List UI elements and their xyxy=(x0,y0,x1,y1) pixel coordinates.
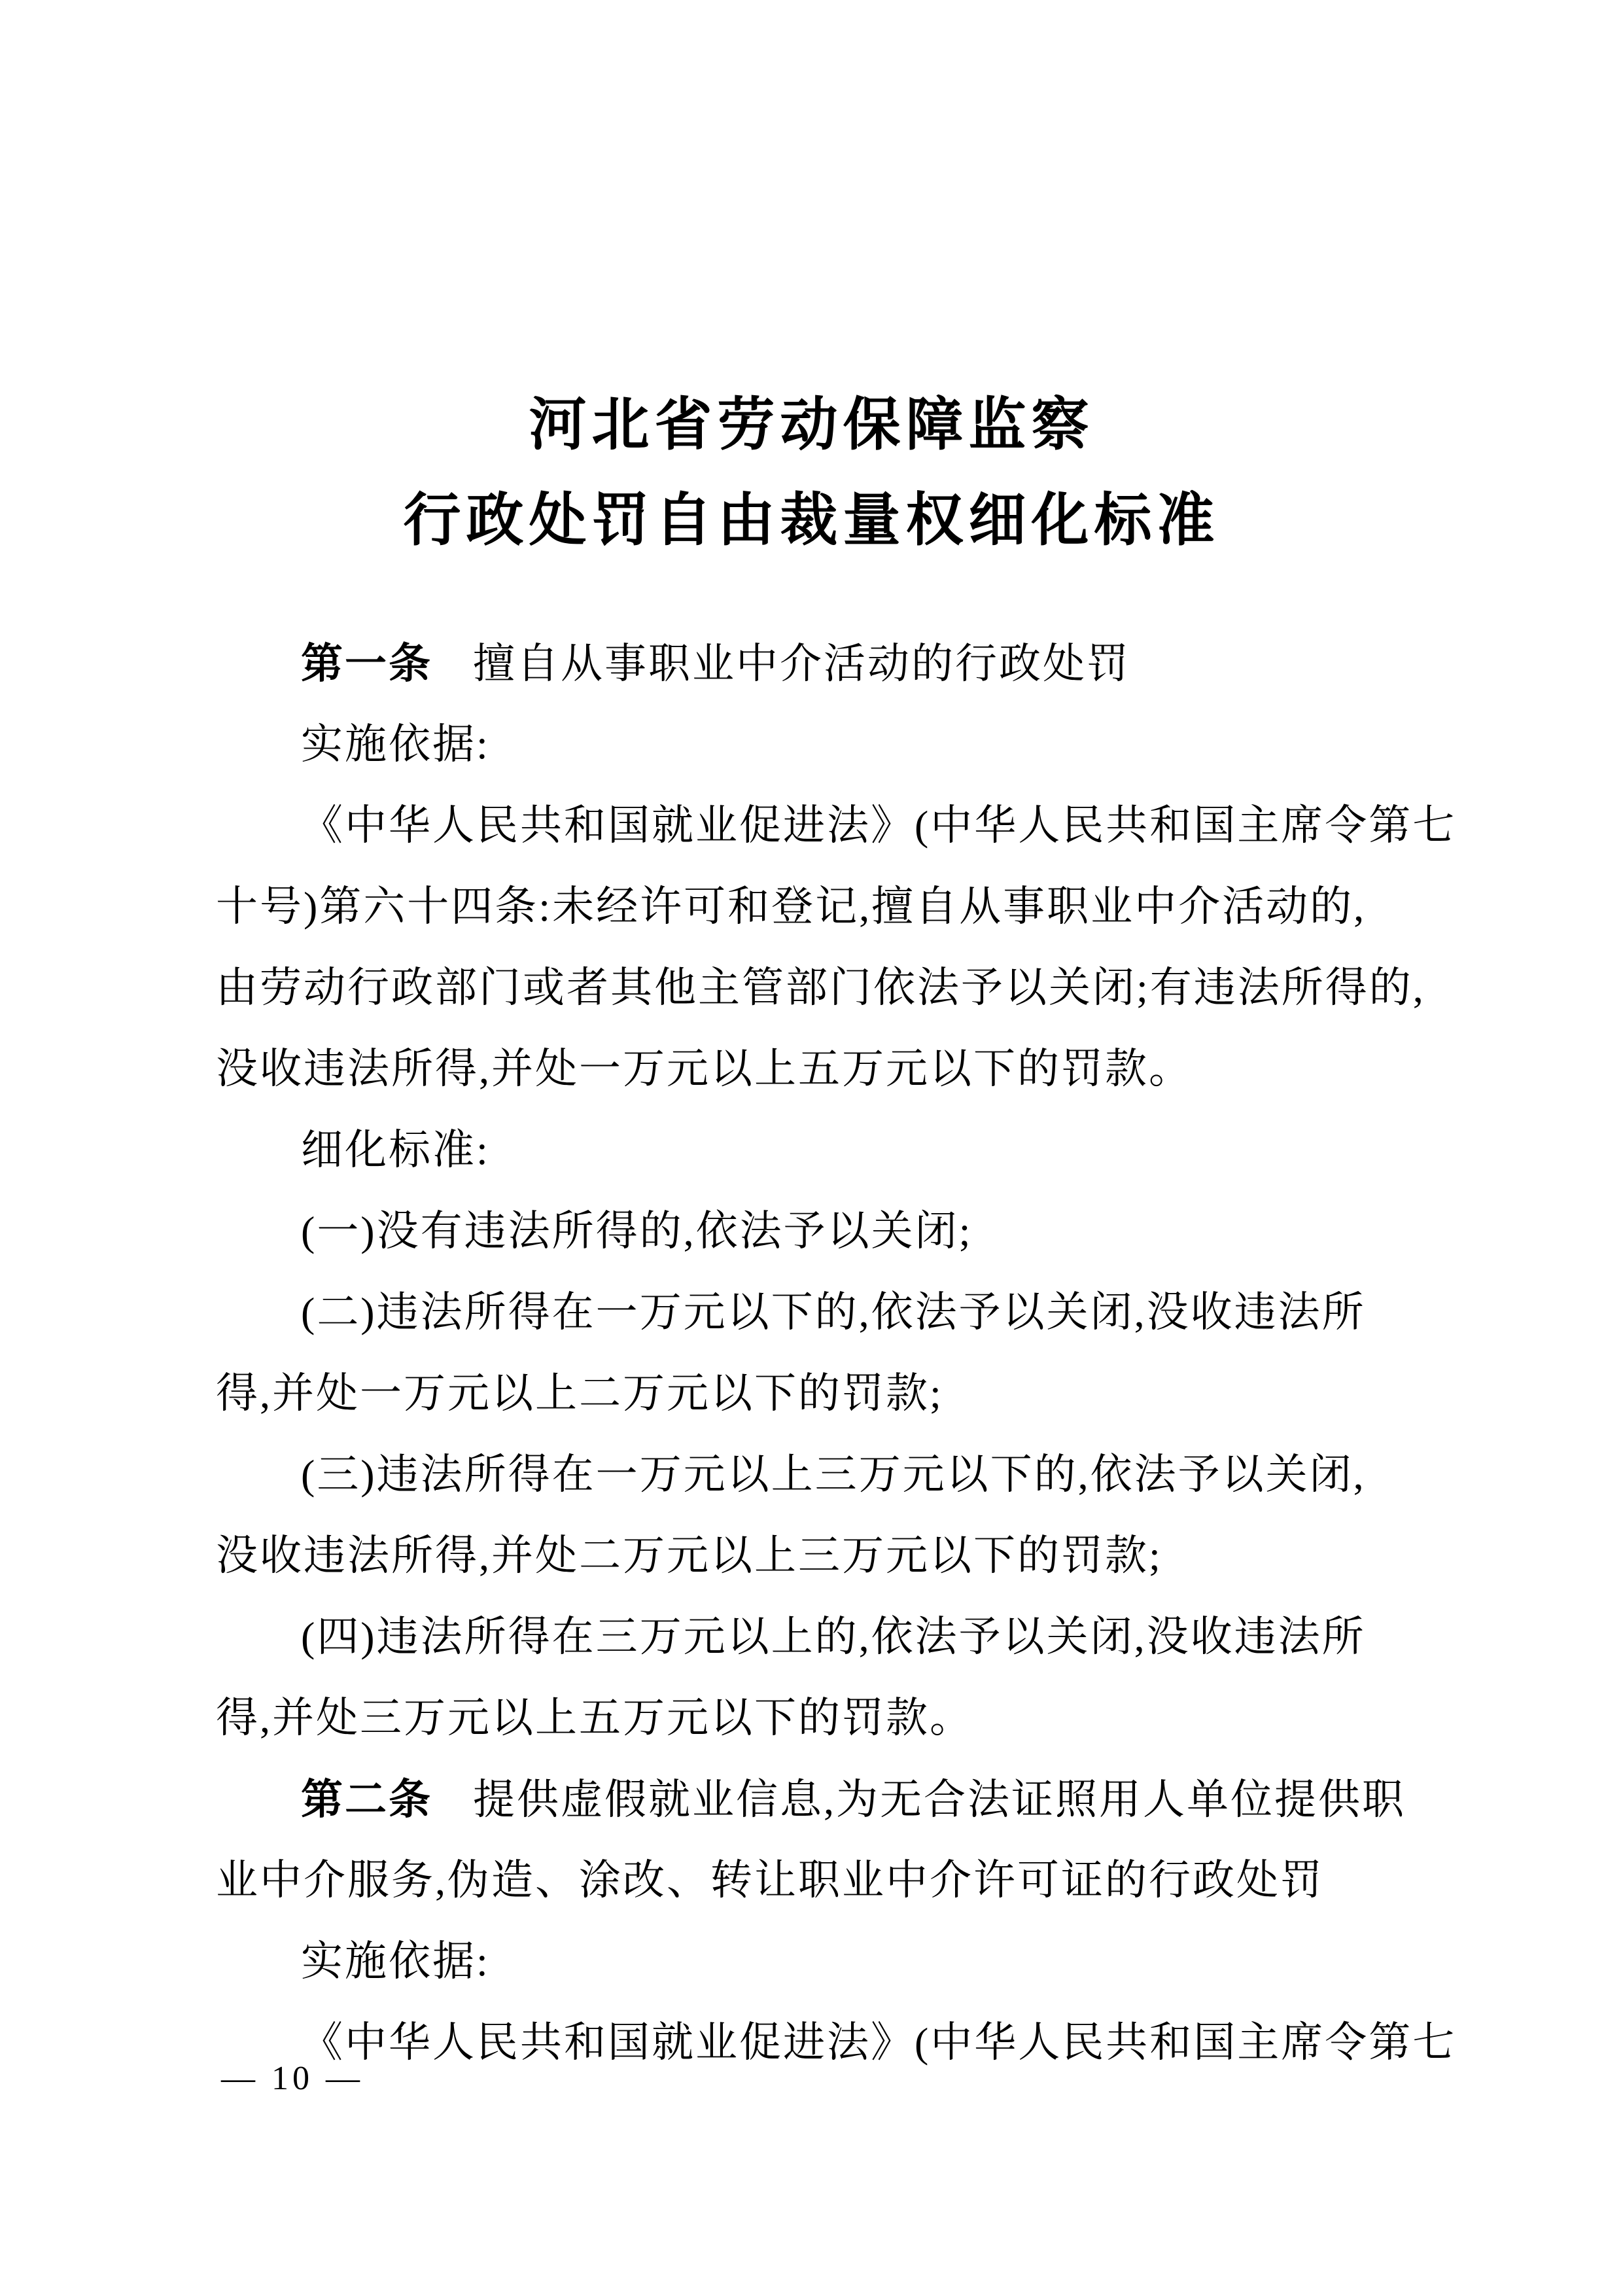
line-text: 实施依据: xyxy=(301,1938,490,1985)
document-title xyxy=(0,378,1623,569)
line-text: 《中华人民共和国就业促进法》(中华人民共和国主席令第七 xyxy=(301,2019,1457,2066)
line-text: 没收违法所得,并处二万元以上三万元以下的罚款; xyxy=(216,1532,1162,1579)
document-title-line-2: 行政处罚自由裁量权细化标准 xyxy=(403,489,1220,553)
line-text: (一)没有违法所得的,依法予以关闭; xyxy=(301,1208,973,1254)
body-line xyxy=(216,704,1446,785)
body-line xyxy=(216,866,1446,947)
body-line xyxy=(216,1272,1446,1353)
line-text: 得,并处三万元以上五万元以下的罚款。 xyxy=(216,1695,973,1741)
document-title-line-1: 河北省劳动保障监察 xyxy=(529,394,1094,457)
body-line xyxy=(216,1840,1446,1921)
body-line xyxy=(216,1110,1446,1191)
body-line xyxy=(216,1515,1446,1597)
line-text: 《中华人民共和国就业促进法》(中华人民共和国主席令第七 xyxy=(301,802,1457,849)
document-body xyxy=(216,623,1457,2083)
body-line xyxy=(216,1434,1446,1515)
body-line xyxy=(216,2002,1457,2083)
line-text: (二)违法所得在一万元以下的,依法予以关闭,没收违法所 xyxy=(301,1289,1366,1335)
line-text: 由劳动行政部门或者其他主管部门依法予以关闭;有违法所得的, xyxy=(216,964,1425,1011)
line-text: (三)违法所得在一万元以上三万元以下的,依法予以关闭, xyxy=(301,1451,1366,1498)
line-text: 实施依据: xyxy=(301,721,490,768)
line-text: 没收违法所得,并处一万元以上五万元以下的罚款。 xyxy=(216,1046,1193,1092)
body-line xyxy=(216,947,1446,1029)
line-text: 业中介服务,伪造、涂改、转让职业中介许可证的行政处罚 xyxy=(216,1857,1324,1903)
body-line-article-2 xyxy=(216,1759,1446,1840)
article-2-heading: 提供虚假就业信息,为无合法证照用人单位提供职 xyxy=(473,1776,1406,1823)
line-text: 十号)第六十四条:未经许可和登记,擅自从事职业中介活动的, xyxy=(216,883,1367,930)
article-2-label: 第二条 xyxy=(301,1776,432,1823)
body-line xyxy=(216,1921,1446,2002)
article-1-heading: 擅自从事职业中介活动的行政处罚 xyxy=(473,641,1130,687)
body-line xyxy=(216,1678,1446,1759)
line-text: (四)违法所得在三万元以上的,依法予以关闭,没收违法所 xyxy=(301,1614,1366,1660)
body-line xyxy=(216,1191,1446,1272)
page-number: — 10 — xyxy=(221,2060,364,2097)
body-line xyxy=(216,1597,1446,1678)
line-text: 得,并处一万元以上二万元以下的罚款; xyxy=(216,1370,943,1417)
body-line xyxy=(216,785,1457,866)
body-line xyxy=(216,1353,1446,1434)
body-line-article-1 xyxy=(216,623,1446,704)
line-text: 细化标准: xyxy=(301,1127,490,1173)
article-1-label: 第一条 xyxy=(301,640,432,687)
body-line xyxy=(216,1029,1446,1110)
